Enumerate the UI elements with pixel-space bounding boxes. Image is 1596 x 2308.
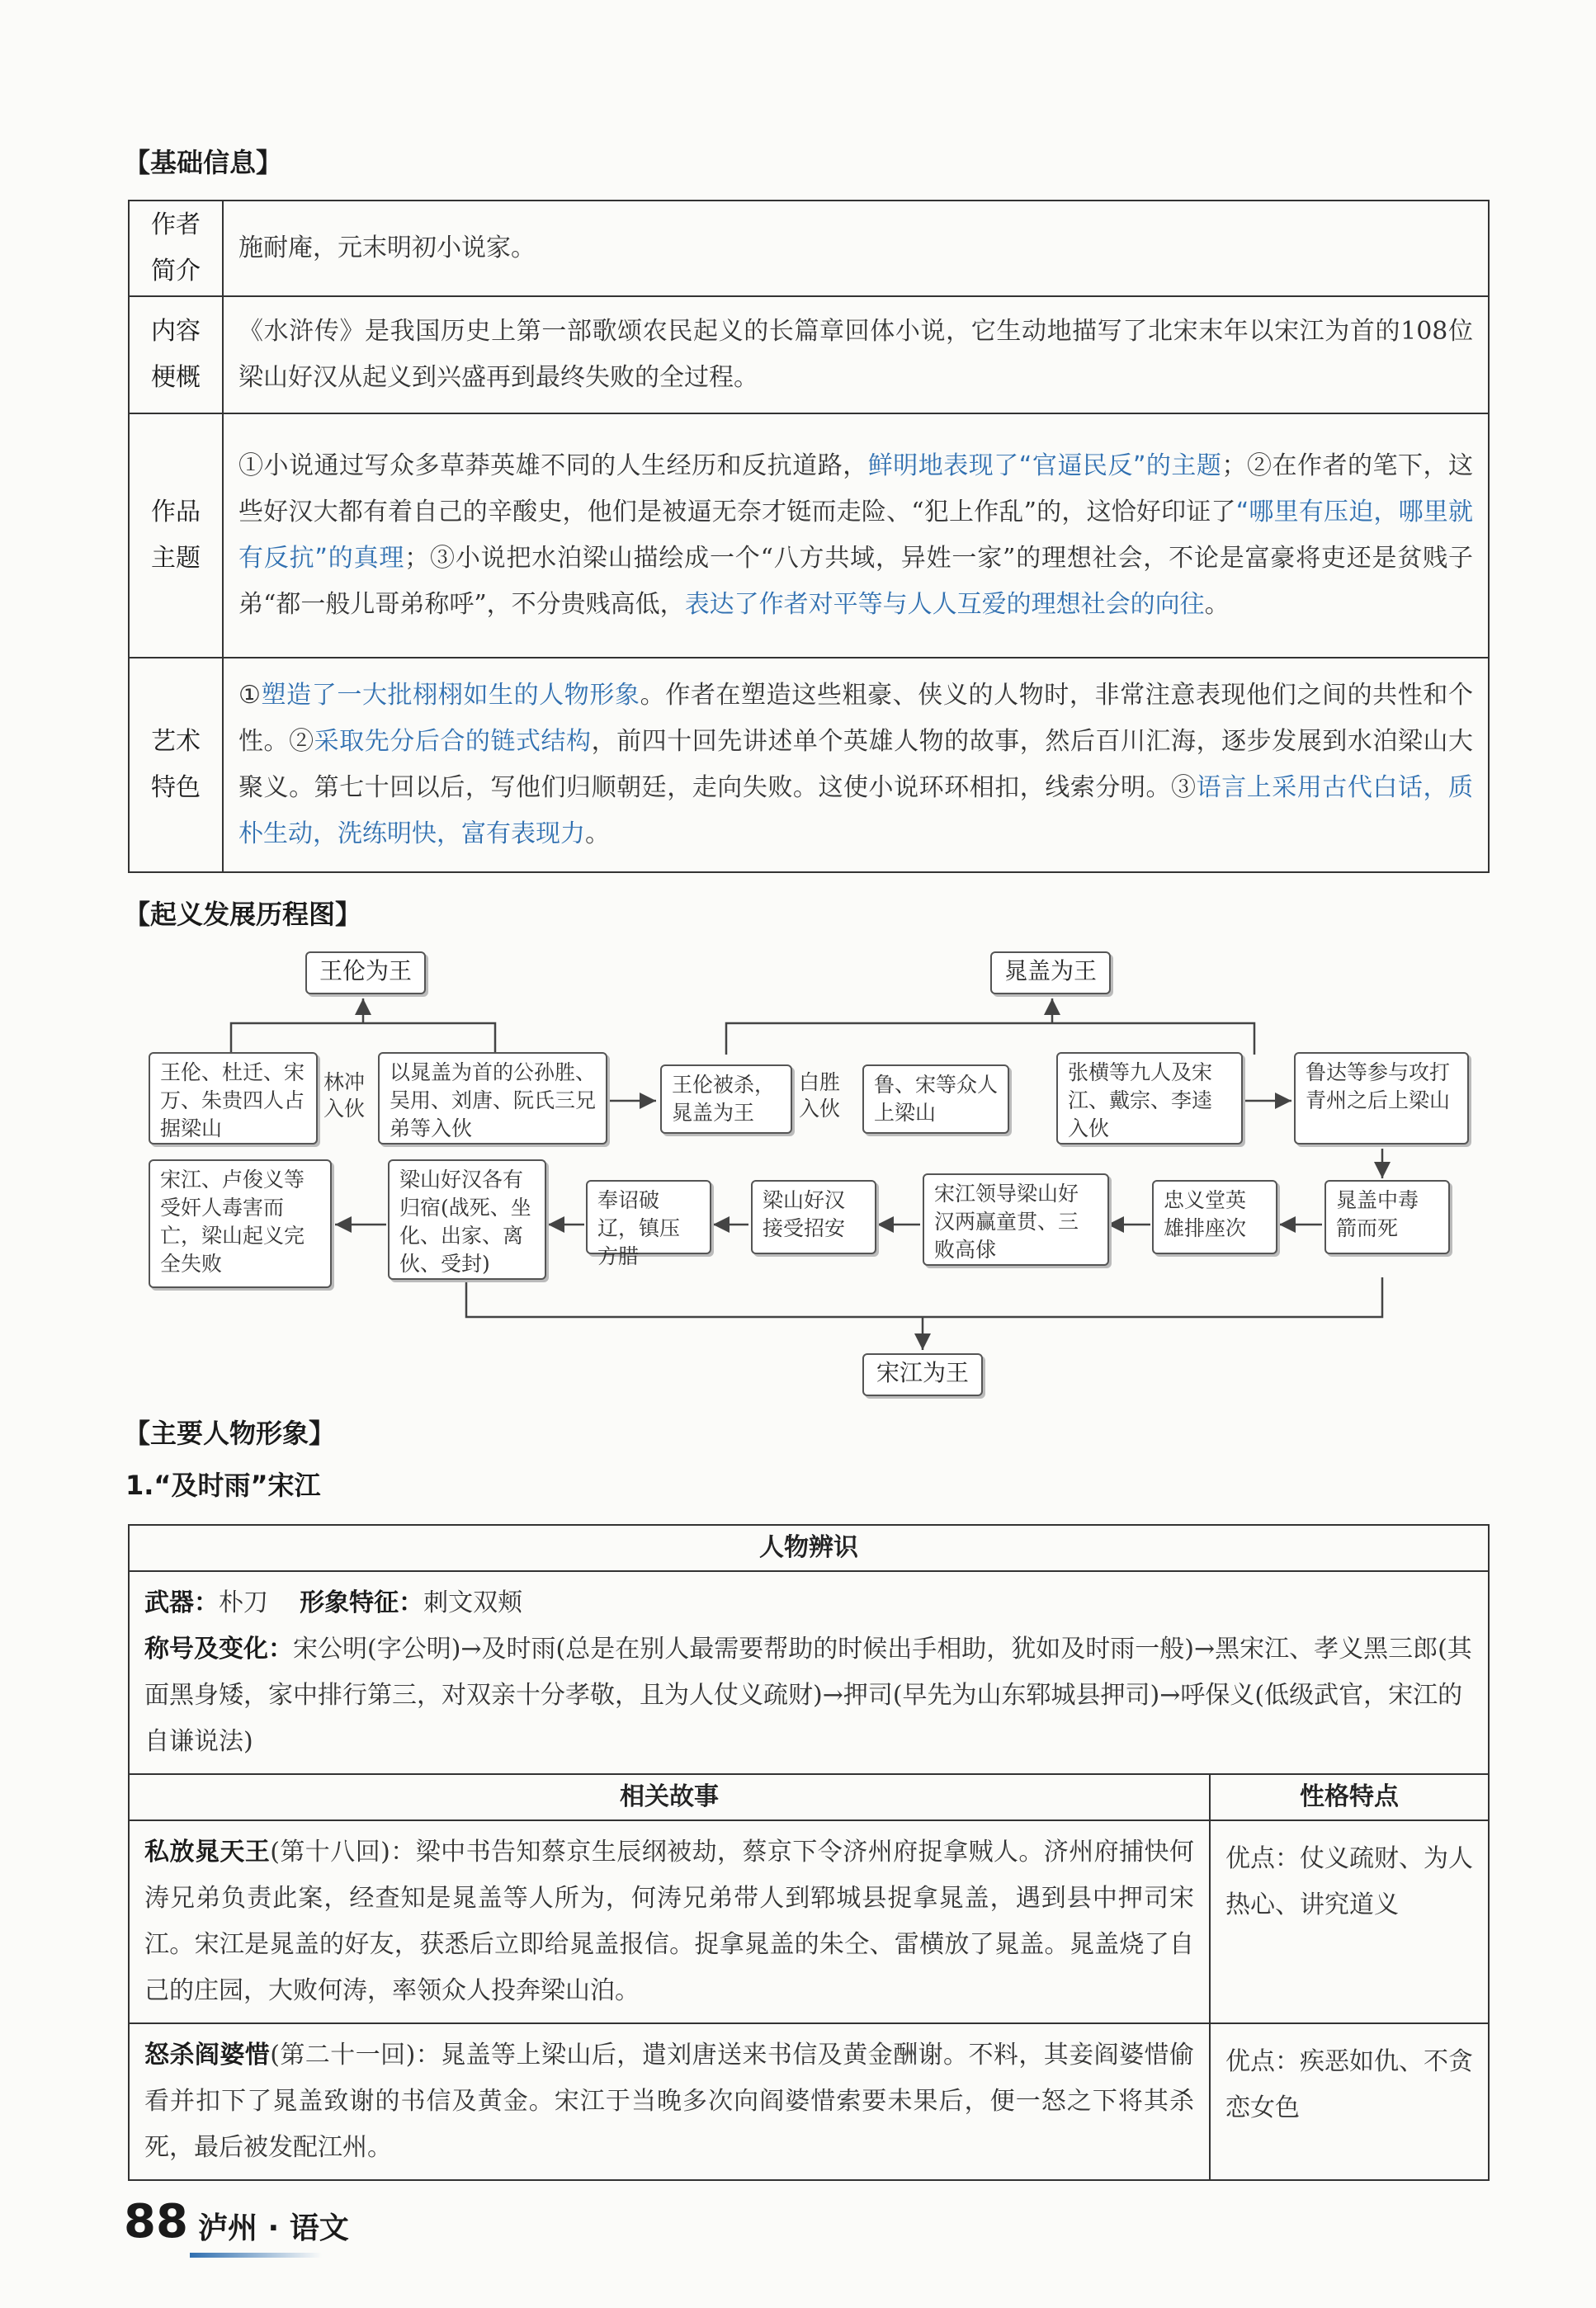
flow-box-r1-4: 鲁、宋等众人上梁山 [862,1064,1009,1134]
info-text: ；②在作者的笔下，这些好汉大都有着自己的辛酸史，他们是被逼无奈才铤而走险、“犯上作乱”的，这恰好印证了 [238,451,1474,526]
info-text: 施耐庵，元末明初小说家。 [238,234,536,262]
story-text: 晁盖等上梁山后，遣刘唐送来书信及黄金酬谢。不料，其妾阎婆惜偷看并扣下了晁盖致谢的书信及黄金。宋江于当晚多次向阎婆惜索要未果后，便一怒之下将其杀死，最后被发配江州。 [144,2041,1194,2162]
flow-box-r1-2: 以晁盖为首的公孙胜、吴用、刘唐、阮氏三兄弟等入伙 [378,1052,607,1145]
highlighted-text: 塑造了一大批栩栩如生的人物形象 [261,681,640,710]
weapon-label: 武器： [144,1588,219,1617]
highlighted-text: “哪里有压迫，哪里就有反抗”的真理 [238,498,1473,573]
weapon-value: 朴刀 [219,1588,268,1617]
flow-box-r1-6: 鲁达等参与攻打青州之后上梁山 [1294,1052,1469,1145]
flow-head-chaogai: 晁盖为王 [990,951,1111,994]
story-row [129,2023,1489,2180]
info-text: 。 [585,819,610,848]
info-text: ；③小说把水泊梁山描绘成一个“八方共域，异姓一家”的理想社会，不论是富豪将吏还是贫贱子弟“都一般儿哥弟称呼”，不分贵贱高低， [238,544,1473,619]
story-header: 相关故事 [129,1774,1210,1820]
story-cell [129,2023,1210,2180]
flow-box-r1-5: 张横等九人及宋江、戴宗、李逵入伙 [1056,1052,1243,1145]
feature-value: 刺文双颊 [423,1588,523,1617]
info-label-summary: 内容 梗概 [129,296,223,413]
identify-header: 人物辨识 [129,1525,1489,1571]
story-cell [129,1820,1210,2023]
flow-head-songjiang: 宋江为王 [862,1353,983,1396]
flow-line-chaogai [726,998,1254,1055]
flow-box-r2-1: 宋江、卢俊义等受奸人毒害而亡，梁山起义完全失败 [149,1159,332,1288]
trait-cell: 优点：疾恶如仇、不贪恋女色 [1210,2023,1489,2180]
story-title: 怒杀阎婆惜 [144,2041,271,2070]
story-row [129,1820,1489,2023]
flow-box-r2-6: 忠义堂英雄排座次 [1152,1180,1277,1254]
page-subject: 泸州 · 语文 [198,2211,349,2245]
flow-head-wanglun: 王伦为王 [305,951,426,994]
info-text: ，前四十回先讲述单个英雄人物的故事，然后百川汇海，逐步发展到水泊梁山大聚义。第七十回以后，写他们归顺朝廷，走向失败。这使小说环环相扣，线索分明。③ [238,727,1474,802]
story-text: 梁中书告知蔡京生辰纲被劫，蔡京下令济州府捉拿贼人。济州府捕快何涛兄弟负责此案，经查知是晁盖等人所为，何涛兄弟带人到郓城县捉拿晁盖，遇到县中押司宋江。宋江是晁盖的好友，获悉后立即给晁盖报信。捉拿晁盖的朱仝、雷横放了晁盖。晁盖烧了自己的庄园，大败何涛，率领众人投奔梁山泊。 [144,1838,1195,2005]
info-text: ① [238,681,262,710]
story-title: 私放晁天王 [144,1838,271,1867]
highlighted-text: 语言上采用古代白话，质朴生动，洗练明快，富有表现力 [238,773,1474,848]
highlighted-text: 表达了作者对平等与人人互爱的理想社会的向往 [684,590,1205,619]
page-decoration-bar [190,2253,322,2258]
highlighted-text: 采取先分后合的链式结构 [314,727,592,756]
section-title-flow: 【起义发展历程图】 [124,899,362,930]
page-number: 88 [124,2195,188,2249]
section-title-basic: 【基础信息】 [124,147,283,178]
info-text: 《水浒传》是我国历史上第一部歌颂农民起义的长篇章回体小说，它生动地描写了北宋末年以宋江为首的108位梁山好汉从起义到兴盛再到最终失败的全过程。 [238,317,1473,392]
title-value: 宋公明(字公明)→及时雨(总是在别人最需要帮助的时候出手相助，犹如及时雨一般)→黑宋江、孝义黑三郎(其面黑身矮，家中排行第三，对双亲十分孝敬，且为人仗义疏财)→押司(早先为山东郓城县押司)→呼保义(低级武官，宋江的自谦说法) [144,1635,1472,1756]
story-chapter: (第二十一回)： [270,2041,441,2070]
info-text: 。作者在塑造这些粗豪、侠义的人物时，非常注意表现他们之间的共性和个性。② [238,681,1474,756]
flow-label-baisheng: 白胜 入伙 [799,1070,841,1121]
flow-label-linchong: 林冲 入伙 [323,1070,366,1121]
flow-box-r1-1: 王伦、杜迁、宋万、朱贵四人占据梁山 [149,1052,318,1145]
story-chapter: (第十八回)： [270,1838,416,1867]
section-title-characters: 【主要人物形象】 [124,1418,336,1449]
character-table [128,1524,1490,2181]
trait-cell: 优点：仗义疏财、为人热心、讲究道义 [1210,1820,1489,2023]
info-label-art: 艺术 特色 [129,658,223,872]
flow-box-r2-5: 宋江领导梁山好汉两赢童贯、三败高俅 [923,1173,1109,1266]
title-label: 称号及变化： [144,1635,293,1664]
character-heading: 1.“及时雨”宋江 [125,1470,321,1501]
info-text: 。 [1204,590,1230,619]
info-text: ①小说通过写众多草莽英雄不同的人生经历和反抗道路， [238,451,868,480]
identify-body [129,1571,1489,1774]
flow-line-songjiang [466,1277,1382,1350]
feature-label: 形象特征： [300,1588,424,1617]
trait-header: 性格特点 [1210,1774,1489,1820]
flow-line-wanglun [231,998,495,1055]
flow-box-r2-7: 晁盖中毒箭而死 [1324,1180,1450,1254]
flow-box-r2-3: 奉诏破辽，镇压方腊 [586,1180,711,1254]
info-label-author: 作者 简介 [129,201,223,296]
info-label-theme: 作品 主题 [129,413,223,658]
flow-box-r1-3: 王伦被杀，晁盖为王 [660,1064,792,1134]
flow-box-r2-4: 梁山好汉接受招安 [751,1180,876,1254]
flow-box-r2-2: 梁山好汉各有归宿(战死、坐化、出家、离伙、受封) [388,1159,546,1280]
highlighted-text: 鲜明地表现了“官逼民反”的主题 [867,451,1222,480]
